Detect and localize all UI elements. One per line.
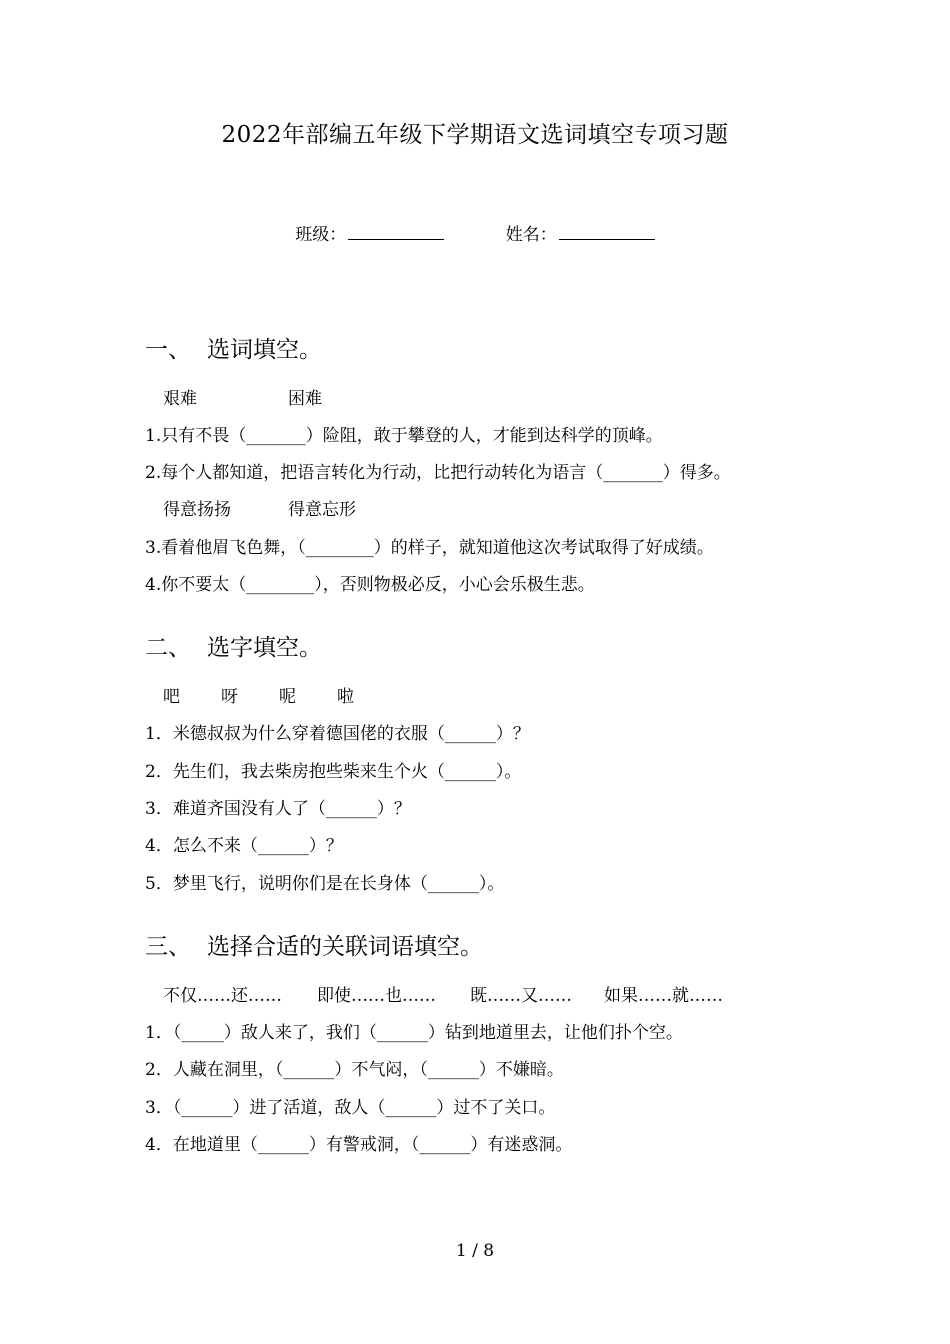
option-conjunction: 如果……就…… (604, 986, 723, 1006)
question-item: 4．在地道里（______）有警戒洞，（______）有迷惑洞。 (145, 1135, 573, 1155)
class-field (295, 220, 444, 245)
option-char: 啦 (337, 687, 354, 707)
option-char: 吧 (163, 687, 180, 707)
conjunction-options (163, 981, 723, 1006)
page-indicator: 1 / 8 (455, 1241, 495, 1261)
option-word: 艰难 (163, 389, 197, 409)
question-item: 2．人藏在洞里，（______）不气闷，（______）不嫌暗。 (145, 1060, 564, 1080)
option-conjunction: 不仅……还…… (163, 986, 282, 1006)
class-blank[interactable] (348, 223, 444, 240)
section-heading-2 (145, 629, 322, 662)
section-title: 选字填空。 (207, 635, 322, 661)
option-char: 呢 (279, 687, 296, 707)
option-word: 得意扬扬 (163, 500, 231, 520)
question-item: 2．先生们，我去柴房抱些柴来生个火（______）。 (145, 762, 522, 782)
class-label: 班级： (295, 225, 347, 245)
page-title: 2022年部编五年级下学期语文选词填空专项习题 (221, 122, 729, 148)
section-number: 一、 (145, 337, 191, 363)
section-title: 选择合适的关联词语填空。 (207, 934, 483, 960)
word-options-1 (163, 384, 322, 409)
question-item: 3.看着他眉飞色舞，（________）的样子，就知道他这次考试取得了好成绩。 (145, 538, 714, 558)
name-blank[interactable] (559, 223, 655, 240)
student-info-row (0, 220, 950, 245)
question-item: 4.你不要太（________），否则物极必反，小心会乐极生悲。 (145, 575, 595, 595)
name-label: 姓名： (505, 225, 557, 245)
question-item: 3．（______）进了活道，敌人（______）过不了关口。 (145, 1098, 556, 1118)
question-item: 1．（_____）敌人来了，我们（______）钻到地道里去，让他们扑个空。 (145, 1023, 683, 1043)
word-options-2 (163, 495, 356, 520)
option-word: 困难 (288, 389, 322, 409)
section-number: 二、 (145, 635, 191, 661)
section-heading-1 (145, 331, 322, 364)
question-item: 4．怎么不来（______）？ (145, 836, 343, 856)
option-conjunction: 即使……也…… (317, 986, 436, 1006)
section-heading-3 (145, 928, 483, 961)
option-word: 得意忘形 (288, 500, 356, 520)
question-item: 2.每个人都知道，把语言转化为行动，比把行动转化为语言（_______）得多。 (145, 463, 731, 483)
section-title: 选词填空。 (207, 337, 322, 363)
section-number: 三、 (145, 934, 191, 960)
option-conjunction: 既……又…… (470, 986, 572, 1006)
char-options (163, 682, 354, 707)
question-item: 3．难道齐国没有人了（______）？ (145, 799, 411, 819)
question-item: 1．米德叔叔为什么穿着德国佬的衣服（______）？ (145, 724, 530, 744)
option-char: 呀 (221, 687, 238, 707)
name-field (506, 220, 655, 245)
question-item: 1.只有不畏（_______）险阻，敢于攀登的人，才能到达科学的顶峰。 (145, 426, 663, 446)
question-item: 5．梦里飞行，说明你们是在长身体（______）。 (145, 874, 505, 894)
